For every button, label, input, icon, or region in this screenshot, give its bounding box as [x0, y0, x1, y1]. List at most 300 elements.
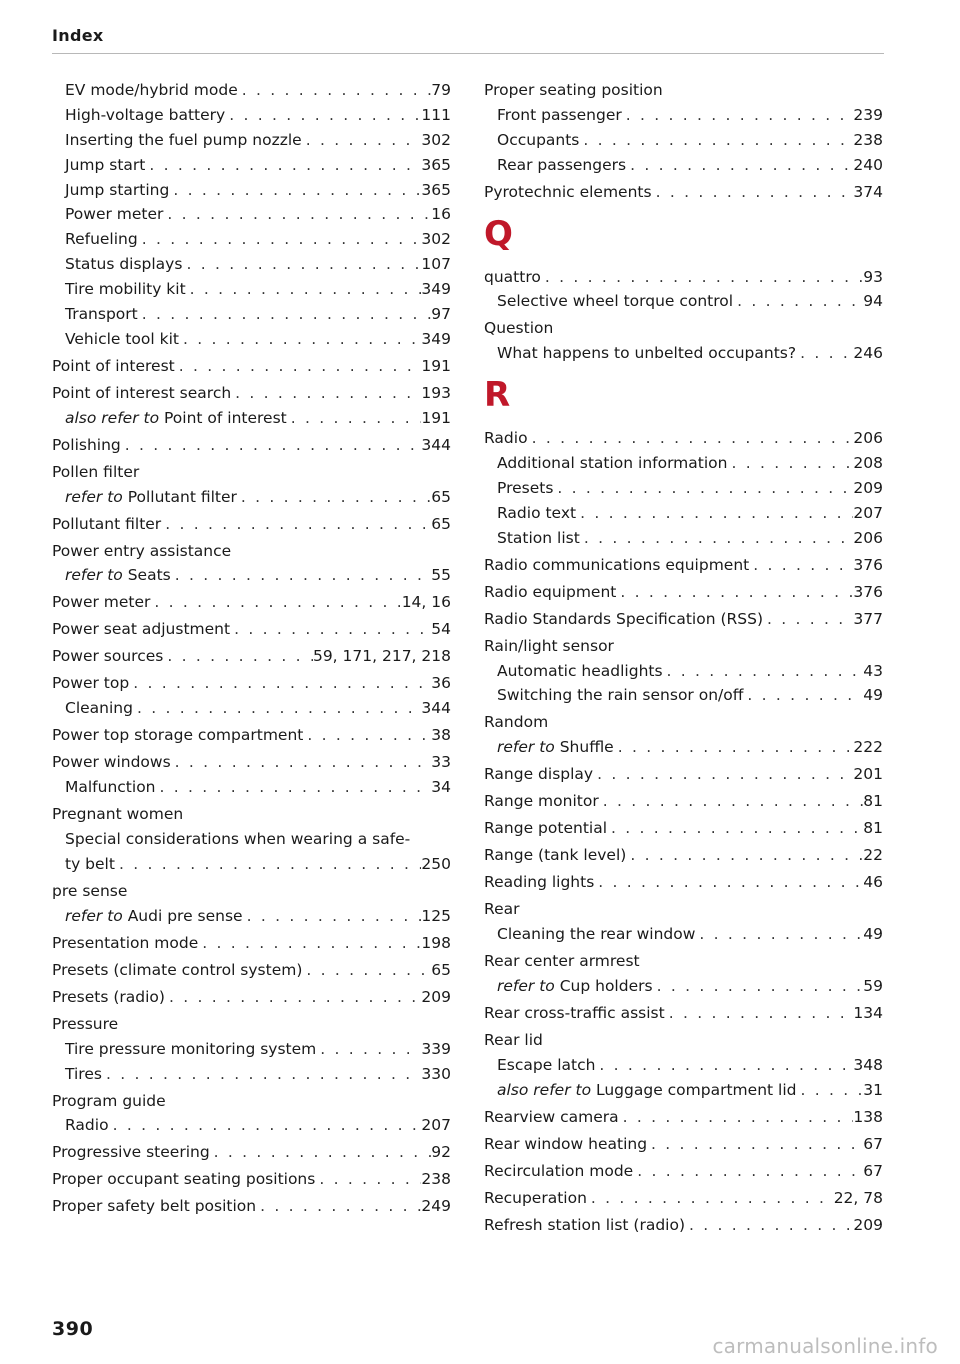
index-entry-text: Proper seating position [484, 81, 663, 99]
index-entry [52, 904, 451, 929]
index-entry [52, 354, 451, 379]
index-entry-text: Vehicle tool kit [65, 329, 179, 348]
index-entry [484, 1213, 883, 1238]
index-entry-text: Station list [497, 528, 580, 547]
index-entry-page: 209 [853, 478, 883, 497]
index-entry-label [52, 1089, 166, 1114]
index-entry-page: 344 [421, 435, 451, 454]
index-entry [52, 78, 451, 103]
index-entry-label [484, 265, 541, 290]
index-entry-text: Radio communications equipment [484, 555, 750, 574]
dot-leader [303, 723, 431, 748]
index-entry-text: Rain/light sensor [484, 636, 614, 655]
dot-leader [169, 178, 421, 203]
index-entry-label [65, 904, 243, 929]
index-entry-label [65, 563, 171, 588]
index-entry-label [497, 103, 622, 128]
dot-leader [171, 563, 432, 588]
index-entry [52, 103, 451, 128]
index-entry-label [497, 1078, 796, 1103]
dot-leader [109, 1113, 422, 1138]
index-entry-text: Power entry assistance [52, 541, 232, 560]
index-entry-text: Switching the rain sensor on/off [497, 686, 744, 705]
index-entry [484, 501, 883, 526]
index-entry-label [65, 775, 156, 800]
index-entry-label [52, 1167, 315, 1192]
index-entry-text: Malfunction [65, 778, 156, 797]
index-entry [484, 870, 883, 895]
dot-leader [594, 870, 863, 895]
dot-leader [614, 735, 854, 760]
index-entry-label [65, 1113, 109, 1138]
index-entry-text: Radio [484, 429, 528, 448]
index-entry-text: Jump start [65, 155, 146, 174]
index-entry-page: 206 [853, 429, 883, 448]
index-entry-text: Selective wheel torque control [497, 292, 734, 311]
index-entry-text: Power seat adjustment [52, 620, 231, 639]
index-entry-text: Point of interest search [52, 383, 232, 402]
dot-leader [161, 512, 431, 537]
index-entry-text: Range display [484, 765, 594, 784]
index-entry-page: 46 [863, 873, 883, 892]
index-entry-text: Pollen filter [52, 462, 140, 481]
index-entry-label [52, 381, 231, 406]
index-entry [52, 985, 451, 1010]
dot-leader [749, 553, 853, 578]
index-entry-page: 43 [863, 661, 883, 680]
index-entry-label [65, 277, 186, 302]
index-entry-text: Program guide [52, 1091, 166, 1110]
cross-reference-prefix: refer to [497, 977, 555, 996]
index-entry-page: 59 [863, 977, 883, 996]
index-entry [52, 1062, 451, 1087]
index-entry-label [484, 426, 528, 451]
index-entry-page: 208 [853, 454, 883, 473]
index-entry-label [52, 985, 165, 1010]
index-entry-page: 79 [431, 81, 451, 99]
dot-leader [580, 526, 854, 551]
watermark: carmanualsonline.info [712, 1334, 938, 1358]
index-entry [484, 843, 883, 868]
index-entry-text: High-voltage battery [65, 105, 226, 124]
index-entry [484, 341, 883, 366]
dot-leader [647, 1132, 863, 1157]
index-entry [484, 735, 883, 760]
index-entry-text: Point of interest [164, 408, 287, 427]
index-entry-label [484, 870, 594, 895]
cross-reference-prefix: also refer to [497, 1080, 592, 1099]
index-entry-page: 81 [863, 792, 883, 811]
index-entry-text: Cleaning [65, 699, 133, 718]
index-entry-label [484, 949, 640, 974]
index-entry [484, 974, 883, 999]
index-entry [484, 922, 883, 947]
index-entry-page: 14, 16 [401, 593, 451, 612]
dot-leader [225, 103, 421, 128]
index-entry [484, 659, 883, 684]
dot-leader [287, 406, 422, 431]
dot-leader [619, 1105, 854, 1130]
index-entry [484, 289, 883, 314]
index-entry-label [52, 512, 161, 537]
index-entry-page: 222 [853, 738, 883, 757]
dot-leader [179, 327, 421, 352]
index-entry-text: Rear window heating [484, 1134, 648, 1153]
index-entry [484, 762, 883, 787]
index-entry [484, 78, 883, 103]
index-entry-page: 376 [853, 582, 883, 601]
index-entry [52, 406, 451, 431]
index-entry-label [484, 897, 519, 922]
index-entry [52, 617, 451, 642]
index-entry-text: Cup holders [559, 977, 653, 996]
index-entry [52, 852, 451, 877]
dot-leader [607, 816, 863, 841]
dot-leader [243, 904, 422, 929]
index-entry [52, 879, 451, 904]
index-entry-label [52, 802, 183, 827]
page-header [52, 26, 884, 54]
index-entry-text: Rear [484, 900, 520, 919]
index-entry-page: 238 [853, 130, 883, 149]
dot-leader [230, 617, 431, 642]
index-entry [484, 128, 883, 153]
dot-leader [553, 476, 853, 501]
dot-leader [138, 227, 422, 252]
index-entry-page: 344 [421, 699, 451, 718]
index-entry-page: 250 [421, 854, 451, 873]
index-entry [484, 1028, 883, 1053]
index-entry [52, 775, 451, 800]
index-entry-page: 239 [853, 105, 883, 124]
index-entry [52, 128, 451, 153]
dot-leader [743, 683, 863, 708]
index-entry [52, 302, 451, 327]
index-entry-label [497, 922, 695, 947]
index-entry-text: Rear passengers [497, 155, 627, 174]
index-entry-label [484, 607, 763, 632]
dot-leader [626, 843, 863, 868]
index-entry [52, 1113, 451, 1138]
index-entry-label [497, 1053, 595, 1078]
index-entry-label [65, 696, 133, 721]
index-entry-text: Radio text [497, 503, 577, 522]
index-entry-text: Luggage compartment lid [596, 1080, 797, 1099]
dot-leader [210, 1140, 432, 1165]
index-entry [484, 1105, 883, 1130]
index-entry [484, 451, 883, 476]
index-entry-label [65, 852, 115, 877]
dot-leader [102, 1062, 421, 1087]
index-entry-text: Reading lights [484, 873, 595, 892]
index-entry [484, 1159, 883, 1184]
dot-leader [528, 426, 854, 451]
index-entry-text: Escape latch [497, 1055, 596, 1074]
index-entry-label [484, 1132, 647, 1157]
index-entry-page: 65 [431, 514, 451, 533]
index-entry-page: 339 [421, 1039, 451, 1058]
index-entry-page: 65 [431, 487, 451, 506]
index-entry-page: 67 [863, 1134, 883, 1153]
dot-leader [145, 153, 421, 178]
index-entry-label [52, 1194, 256, 1219]
index-entry-label [497, 451, 727, 476]
index-entry [484, 476, 883, 501]
index-entry-text: Seats [127, 566, 171, 585]
dot-leader [237, 485, 431, 510]
dot-leader [231, 381, 421, 406]
index-entry-text: Presets (climate control system) [52, 960, 303, 979]
index-entry-text: Automatic headlights [497, 661, 663, 680]
index-entry-label [497, 476, 553, 501]
index-entry-page: 191 [421, 356, 451, 375]
index-entry [52, 153, 451, 178]
dot-leader [541, 265, 863, 290]
index-entry-page: 376 [853, 555, 883, 574]
index-entry-page: 365 [421, 155, 451, 174]
index-entry-label [52, 879, 127, 904]
index-entry-page: 38 [431, 726, 451, 745]
index-entry-page: 22, 78 [833, 1188, 883, 1207]
index-letter-heading: R [484, 375, 511, 416]
index-entry-page: 209 [421, 987, 451, 1006]
dot-leader [115, 852, 421, 877]
dot-leader [198, 931, 421, 956]
dot-leader [186, 277, 422, 302]
index-entry [52, 931, 451, 956]
index-entry-label [484, 1159, 633, 1184]
index-entry-label [65, 327, 179, 352]
index-entry-text: Power top [52, 674, 130, 693]
index-entry-label [484, 180, 652, 205]
index-entry-label [497, 341, 796, 366]
index-entry-text: Power sources [52, 647, 164, 666]
index-entry-text: Transport [65, 305, 138, 324]
dot-leader [165, 985, 421, 1010]
index-entry-text: pre sense [52, 881, 128, 900]
index-entry-page: 134 [853, 1004, 883, 1023]
index-entry [52, 590, 451, 615]
index-entry [52, 227, 451, 252]
index-entry-page: 34 [431, 778, 451, 797]
index-entry-label [65, 406, 287, 431]
page-number: 390 [52, 1318, 94, 1340]
index-entry-page: 81 [863, 819, 883, 838]
index-entry-label [52, 931, 198, 956]
index-entry-label [65, 78, 238, 103]
index-entry [484, 1001, 883, 1026]
index-entry-label [65, 153, 145, 178]
index-entry-page: 92 [431, 1143, 451, 1162]
dot-leader [622, 103, 854, 128]
index-entry-label [52, 433, 121, 458]
index-entry [52, 958, 451, 983]
index-entry-text: EV mode/hybrid mode [65, 81, 238, 99]
dot-leader [238, 78, 432, 103]
index-entry-text: Radio [65, 1116, 109, 1135]
index-column-right [484, 78, 883, 1238]
index-entry-label [484, 710, 548, 735]
dot-leader [626, 153, 853, 178]
dot-leader [733, 289, 863, 314]
index-entry-page: 349 [421, 280, 451, 299]
index-entry-text: Pollutant filter [52, 514, 162, 533]
cross-reference-prefix: refer to [65, 906, 123, 925]
index-entry [484, 634, 883, 659]
dot-leader [587, 1186, 834, 1211]
index-entry-label [65, 485, 237, 510]
index-entry-label [65, 202, 163, 227]
dot-leader [163, 644, 313, 669]
index-entry-page: 349 [421, 329, 451, 348]
index-entry [52, 723, 451, 748]
index-entry-page: 111 [421, 105, 451, 124]
index-entry-text: Rear lid [484, 1031, 543, 1049]
index-entry [484, 816, 883, 841]
index-entry-label [65, 227, 138, 252]
index-entry-page: 65 [431, 960, 451, 979]
cross-reference-prefix: refer to [65, 566, 123, 585]
index-entry-text: Pyrotechnic elements [484, 182, 652, 201]
dot-leader [302, 128, 422, 153]
index-entry-text: Random [484, 713, 549, 732]
index-entry [484, 710, 883, 735]
dot-leader [616, 580, 853, 605]
index-entry-page: 191 [421, 408, 451, 427]
index-entry-label [484, 634, 614, 659]
index-entry-page: 302 [421, 230, 451, 249]
index-entry-text: Progressive steering [52, 1143, 210, 1162]
cross-reference-prefix: refer to [65, 487, 123, 506]
index-letter-heading: Q [484, 213, 513, 254]
index-entry-label [484, 843, 626, 868]
dot-leader [695, 922, 863, 947]
index-entry-page: 240 [853, 155, 883, 174]
dot-leader [156, 775, 432, 800]
index-entry [52, 252, 451, 277]
index-entry-page: 54 [431, 620, 451, 639]
index-column-left [52, 78, 451, 1219]
index-entry-page: 377 [853, 609, 883, 628]
index-entry [52, 1037, 451, 1062]
dot-leader [129, 671, 431, 696]
index-entry [52, 512, 451, 537]
index-entry-text: Range (tank level) [484, 846, 627, 865]
index-entry-page: 33 [431, 753, 451, 772]
index-entry-page: 97 [431, 305, 451, 324]
index-entry-label [65, 128, 302, 153]
index-entry-text: Pollutant filter [127, 487, 237, 506]
index-entry-label [65, 827, 410, 852]
index-entry [484, 789, 883, 814]
index-entry [484, 1132, 883, 1157]
index-entry-text: Proper safety belt position [52, 1197, 257, 1216]
dot-leader [256, 1194, 421, 1219]
index-entry-text: Power windows [52, 753, 171, 772]
index-entry-label [484, 1186, 587, 1211]
index-entry [52, 750, 451, 775]
index-entry-label [52, 644, 163, 669]
index-entry-label [52, 671, 129, 696]
index-entry [52, 460, 451, 485]
dot-leader [796, 341, 853, 366]
index-entry-text: Rearview camera [484, 1107, 619, 1126]
index-entry-page: 201 [853, 765, 883, 784]
index-entry [484, 607, 883, 632]
index-entry-page: 209 [853, 1215, 883, 1234]
index-entry-text: Status displays [65, 255, 183, 274]
index-entry [484, 426, 883, 451]
index-entry-label [52, 590, 150, 615]
index-entry-label [497, 289, 733, 314]
index-entry-page: 93 [863, 267, 883, 286]
index-entry [52, 327, 451, 352]
index-entry-page: 365 [421, 180, 451, 199]
dot-leader [175, 354, 422, 379]
index-entry-text: Shuffle [559, 738, 614, 757]
index-entry-label [497, 683, 743, 708]
dot-leader [685, 1213, 853, 1238]
dot-leader [796, 1078, 863, 1103]
index-entry-text: quattro [484, 267, 541, 286]
index-entry-label [484, 789, 599, 814]
dot-leader [576, 501, 853, 526]
index-entry-page: 107 [421, 255, 451, 274]
index-entry-text: Presets (radio) [52, 987, 165, 1006]
index-entry-page: 238 [421, 1170, 451, 1189]
index-entry-text: What happens to unbelted occupants? [497, 344, 797, 363]
index-entry-page: 348 [853, 1055, 883, 1074]
index-entry-page: 206 [853, 528, 883, 547]
index-entry-text: Front passenger [497, 105, 622, 124]
index-entry-label [52, 617, 230, 642]
index-entry [52, 696, 451, 721]
index-entry-text: Tire mobility kit [65, 280, 186, 299]
index-entry-text: Polishing [52, 435, 121, 454]
index-entry-label [65, 1037, 316, 1062]
index-entry-page: 302 [421, 130, 451, 149]
index-entry-text: Cleaning the rear window [497, 925, 696, 944]
dot-leader [121, 433, 422, 458]
index-entry-label [52, 354, 175, 379]
dot-leader [727, 451, 853, 476]
index-entry [52, 563, 451, 588]
index-entry-label [497, 501, 576, 526]
index-entry-label [65, 1062, 102, 1087]
index-entry-label [497, 659, 663, 684]
cross-reference-prefix: also refer to [65, 408, 160, 427]
index-entry [484, 526, 883, 551]
index-entry-label [497, 526, 580, 551]
dot-leader [133, 696, 421, 721]
index-entry-label [52, 723, 303, 748]
dot-leader [633, 1159, 863, 1184]
index-entry [484, 103, 883, 128]
index-entry [484, 1078, 883, 1103]
index-entry [52, 277, 451, 302]
dot-leader [595, 1053, 853, 1078]
index-entry-page: 55 [431, 566, 451, 585]
index-entry-text: Special considerations when wearing a safe- [65, 830, 411, 849]
index-entry [52, 802, 451, 827]
index-entry [52, 178, 451, 203]
dot-leader [663, 659, 864, 684]
index-entry-label [497, 153, 626, 178]
index-entry [484, 153, 883, 178]
index-entry-label [497, 735, 614, 760]
index-entry-text: Inserting the fuel pump nozzle [65, 130, 302, 149]
index-entry-label [484, 1028, 543, 1053]
